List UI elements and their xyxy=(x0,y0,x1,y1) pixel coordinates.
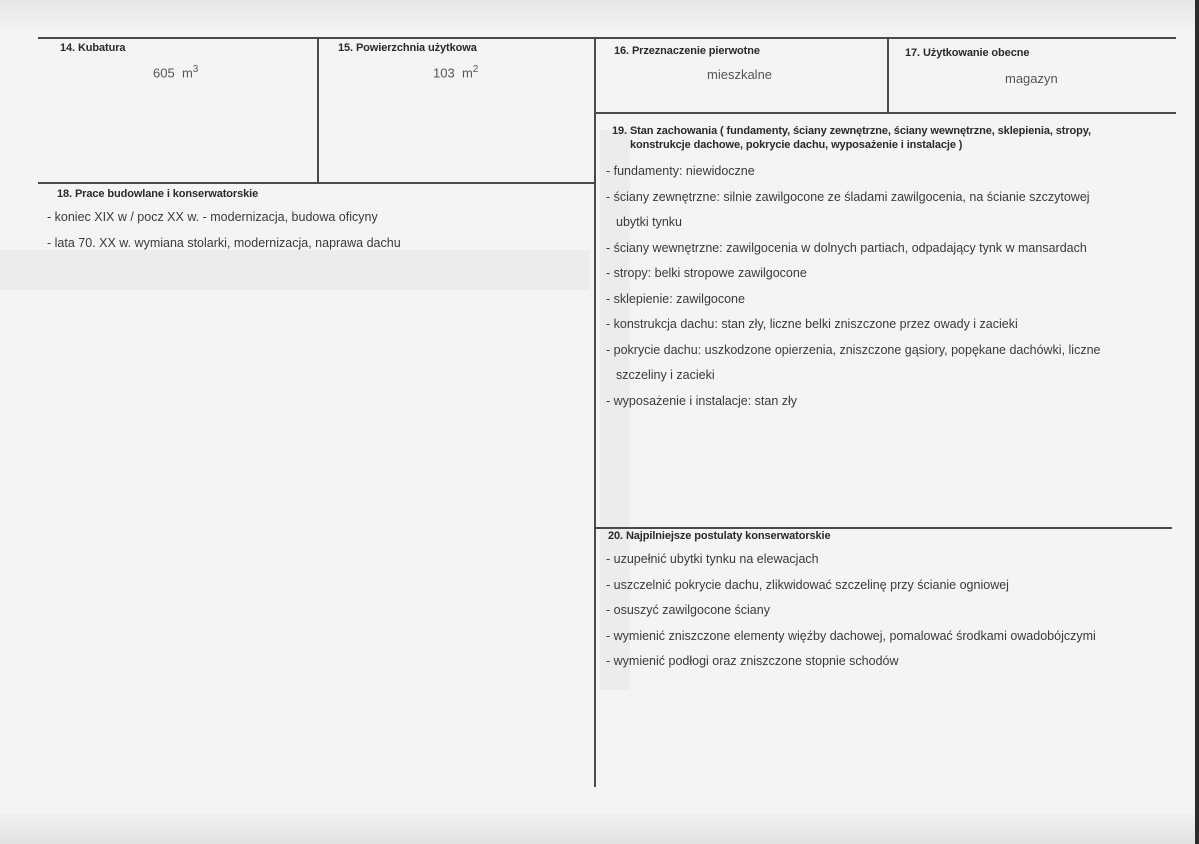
divider-19 xyxy=(596,112,1176,114)
kubatura-label: 14. Kubatura xyxy=(60,42,126,54)
col-divider-16-17 xyxy=(887,37,889,113)
list-item: - koniec XIX w / pocz XX w. - modernizacja, budowa oficyny xyxy=(47,210,378,224)
list-item: - pokrycie dachu: uszkodzone opierzenia, zniszczone gąsiory, popękane dachówki, liczne szczeliny i zacieki xyxy=(606,342,1101,382)
top-border xyxy=(38,37,1176,39)
center-divider xyxy=(594,37,596,787)
prace-list xyxy=(47,205,401,256)
list-item: - ściany wewnętrzne: zawilgocenia w dolnych partiach, odpadający tynk w mansardach xyxy=(606,240,1087,255)
scan-artifact xyxy=(0,250,590,290)
divider-20 xyxy=(596,527,1172,529)
stan-list xyxy=(606,159,1101,414)
scan-bottom-edge xyxy=(0,814,1199,844)
stan-label-line1: 19. Stan zachowania ( fundamenty, ściany zewnętrzne, ściany wewnętrzne, sklepienia, stropy, xyxy=(612,125,1091,137)
list-item: - uzupełnić ubytki tynku na elewacjach xyxy=(606,552,819,566)
stan-label xyxy=(612,124,1091,152)
list-item: - konstrukcja dachu: stan zły, liczne belki zniszczone przez owady i zacieki xyxy=(606,317,1018,331)
uzytkowanie-label: 17. Użytkowanie obecne xyxy=(905,47,1030,59)
powierzchnia-label: 15. Powierzchnia użytkowa xyxy=(338,42,477,54)
list-item: - wymienić zniszczone elementy więźby dachowej, pomalować środkami owadobójczymi xyxy=(606,628,1096,643)
list-item: - stropy: belki stropowe zawilgocone xyxy=(606,266,807,280)
list-item: - lata 70. XX w. wymiana stolarki, modernizacja, naprawa dachu xyxy=(47,235,401,250)
col-divider-14-15 xyxy=(317,37,319,183)
prace-label: 18. Prace budowlane i konserwatorskie xyxy=(57,188,259,200)
uzytkowanie-value: magazyn xyxy=(1005,71,1058,86)
list-item: - ściany zewnętrzne: silnie zawilgocone ze śladami zawilgocenia, na ścianie szczytowej ubytki tynku xyxy=(606,189,1090,229)
postulaty-label: 20. Najpilniejsze postulaty konserwatorskie xyxy=(608,530,831,542)
list-item: - fundamenty: niewidoczne xyxy=(606,164,755,178)
powierzchnia-value: 103 $m^2$ xyxy=(433,64,479,81)
kubatura-value: 605 $m^3$ xyxy=(153,64,199,81)
stan-label-line2: konstrukcje dachowe, pokrycie dachu, wyposażenie i instalacje ) xyxy=(630,139,963,151)
scan-top-edge xyxy=(0,0,1199,28)
przeznaczenie-label: 16. Przeznaczenie pierwotne xyxy=(614,45,760,57)
list-item: - osuszyć zawilgocone ściany xyxy=(606,603,770,617)
list-item: - sklepienie: zawilgocone xyxy=(606,291,745,306)
list-item: - wyposażenie i instalacje: stan zły xyxy=(606,393,798,408)
przeznaczenie-value: mieszkalne xyxy=(707,67,773,82)
postulaty-list xyxy=(606,547,1096,675)
list-item: - wymienić podłogi oraz zniszczone stopnie schodów xyxy=(606,654,899,668)
list-item: - uszczelnić pokrycie dachu, zlikwidować szczelinę przy ścianie ogniowej xyxy=(606,577,1009,592)
